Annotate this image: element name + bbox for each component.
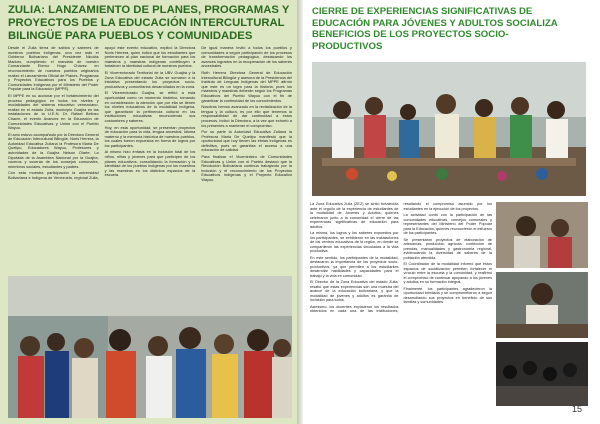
left-paragraph: Hoy, en esta oportunidad, se presentan proyectos de educación para la vida, lengua ancestral, idioma materno y la memoria histórica de nuestros pueblos, los cuales fueron expuestos en forma de logros por los participantes. xyxy=(104,124,196,148)
left-paragraph: Desde el Zulia tierra de sabios y saberes de nuestros pueblos indígenas, una vez más el Gobierno Bolivariano del Presidente Nicolás Maduro, cumpliendo el mandato de nuestro Comandante Eterno Hugo Chávez en reconocimiento de nuestros pueblos originarios realizó el Lanzamiento Oficial de Planes, Programas y Proyectos Educativos para los Pueblos y Comunidades Indígenas por el Ministerio del Poder Popular para la Educación (MPPE). xyxy=(8,46,99,92)
right-paragraph: Finalmente, los participantes agradecieron la oportunidad brindada y se comprometieron a seguir desarrollando sus proyectos en beneficio de sus familias y comunidades. xyxy=(403,286,492,304)
side-photo-graphic xyxy=(496,342,588,406)
left-paragraph: El Vicerrectorado Guajira, se refirió a esta oportunidad como un momento histórico, tomando en consideración la atención que por ella se tienen los niveles educativos de la modalidad indígena, que garantizan la pertinencia cultural en las instituciones educativas reconociendo sus costumbres y saberes. xyxy=(104,90,196,123)
right-paragraph: La Zona Educativa Zulia (ZEZ) se sintió fortalecida ante el orgullo de la experiencia de estudiantes de la modalidad de Jóvenes y Adultos, quienes celebraron junto a la comunidad el cierre de las experiencias significativas de educación para adultos. xyxy=(310,202,399,229)
left-paragraph: El Vicerrectorado Territorial de la UBV Guajira y la Zona Educativa del estado Zulia se sumaron a la iniciativa presentando los proyectos socio-productivos y comunitarios desarrollados en la zona. xyxy=(104,69,196,89)
left-paragraph: Por su parte la Autoridad Educativa Zuliana la Profesora Maria De Quelipu manifestó que la oportunidad que hoy tienen las etnias indígenas es definitiva, pues se garantiza el acceso a una educación de calidad. xyxy=(201,129,292,153)
right-paragraph: La misma, los logros y los saberes expuestos por los participantes, se exhibieron en las instalaciones de los centros educativos de la región, en donde se compartieron las experiencias vinculadas a la vida productiva. xyxy=(310,231,399,253)
side-photo xyxy=(496,272,588,338)
exhibition-photo-graphic xyxy=(312,62,586,196)
side-photo-graphic xyxy=(496,272,588,338)
right-paragraph: Asimismo, los docentes expusieron los resultados obtenidos en cada una de las instituciones, resaltando el compromiso asumido por los estudiantes en la ejecución de los proyectos. xyxy=(310,202,492,313)
right-paragraph: El Director de la Zona Educativa del estado Zulia, resaltó que estas experiencias son una muestra del avance de la educación bolivariana, y que la modalidad de jóvenes y adultos es garantía de inclusión para todos. xyxy=(310,280,399,302)
left-paragraph: El acto estuvo acompañado por la Directora General de Educación Intercultural Bilingüe, Noris Herrera, la Autoridad Educativa Zuliana la Profesora Maria De Quelipu, Educadores Wayuu, Profesores y autoridades de la Guajira Nelson Olarte, La Diputada de la Asamblea Nacional por la Guajira, voceros y voceras de los consejos comunales, miembros sociales, estudiantes y padres. xyxy=(8,131,99,169)
right-article-body xyxy=(310,202,492,414)
right-page-title: CIERRE DE EXPERIENCIAS SIGNIFICATIVAS DE EDUCACIÓN PARA JÓVENES Y ADULTOS SOCIALIZA BENEFICIOS DE LOS PROYECTOS SOCIO-PRODUCTIVOS xyxy=(312,6,558,52)
right-paragraph: La actividad contó con la participación de las comunidades educativas, consejos comunales y representantes del Ministerio del Poder Popular para la Educación, quienes reconocieron el esfuerzo de los participantes. xyxy=(403,213,492,235)
left-page-title: ZULIA: LANZAMIENTO DE PLANES, PROGRAMAS Y PROYECTOS DE LA EDUCACIÓN INTERCULTURAL BILINGÜE PARA PUEBLOS Y COMUNIDADES xyxy=(8,4,290,42)
event-photo-collage xyxy=(8,276,292,418)
event-photo-collage-graphic xyxy=(8,276,292,418)
left-paragraph: Al mismo hizo énfasis en la inclusión total de los niños, niñas y jóvenes para que participen de los planes educativos, consolidando la formación y la identidad de los pueblos indígenas por los maestros y las maestras en los distintos espacios de la escuela. xyxy=(104,149,196,178)
left-paragraph: De igual manera invitó a todos los pueblos y comunidades a seguir participando de los procesos de transformación pedagógica, destacando los avances logrados en la recuperación de los saberes ancestrales. xyxy=(201,46,292,69)
side-photo xyxy=(496,342,588,406)
left-paragraph: Nosotros hemos avanzado en la revitalización de la lengua y la cultura, es por ello que tenemos la responsabilidad de dar continuidad a estos procesos, indicó la Directora, a la vez que exhortó a los presentes a mantener el compromiso. xyxy=(201,104,292,128)
left-paragraph: El MPPE en su accionar por el fortalecimiento del proceso pedagógico en todos los niveles y modalidades del sistema educativo venezolano, realizó en el estado Zulia, municipio Guajira en las instalaciones de la U.E.N. Dr. Rafael Belloso Chacín, el evento Avances en la Educación de Comunidades Educativas y Unión con el Pueblo Wayuu. xyxy=(8,92,99,131)
side-photo xyxy=(496,202,588,268)
left-paragraph: Para finalizar el Viceministro de Comunidades Educativas y Unión con el Pueblo destacó que la Revolución Bolivariana continúa trabajando por la inclusión y el reconocimiento de los Proyectos Educativos Indígenas y el Proyecto Educativo Wayuu. xyxy=(201,154,292,183)
exhibition-photo xyxy=(312,62,586,196)
right-paragraph: El Coordinador de la modalidad informó que estos espacios de socialización permiten fortalecer el vínculo entre la escuela y la comunidad, y reafirmó el compromiso de continuar apoyando a los jóvenes y adultos en su formación integral. xyxy=(403,262,492,284)
side-photo-column xyxy=(496,202,588,406)
page-number: 15 xyxy=(572,404,583,414)
right-paragraph: Se presentaron proyectos de elaboración de artesanías, producción agrícola, confección de prendas, manualidades y gastronomía regional, evidenciando la diversidad de saberes de la población atendida. xyxy=(403,237,492,260)
right-paragraph: En este sentido, los participantes de la modalidad, destacaron la importancia de los proyectos socio-productivos, ya que permiten a los estudiantes desarrollar habilidades y capacidades para el trabajo y la vida en comunidad. xyxy=(310,255,399,278)
left-paragraph: Ruth Herrera Directora General de Educación Intercultural Bilingüe y asesora de la Presidencia del Instituto de Lenguas Indígenas del MPPE afirmó que este es un logro para la historia, pues los maestros y maestras deberán seguir los Programas Educativos del Pueblo Wayuu con el fin de garantizar la continuidad de los conocimientos. xyxy=(201,69,292,103)
page-gutter xyxy=(297,0,303,424)
side-photo-graphic xyxy=(496,202,588,268)
left-article-body xyxy=(8,46,292,272)
left-paragraph: Con esta muestra participación la universidad Bolivariana e Indígena de Venezuela, regional Zulia, apoyó este evento educativo, explicó la Directora Noris Herrera, quien indicó que los estudiantes que pertenecen al plan nacional de formación para los maestros y maestras indígenas contribuyen a fortalecer la identidad cultural de nuestros pueblos. xyxy=(8,46,196,181)
